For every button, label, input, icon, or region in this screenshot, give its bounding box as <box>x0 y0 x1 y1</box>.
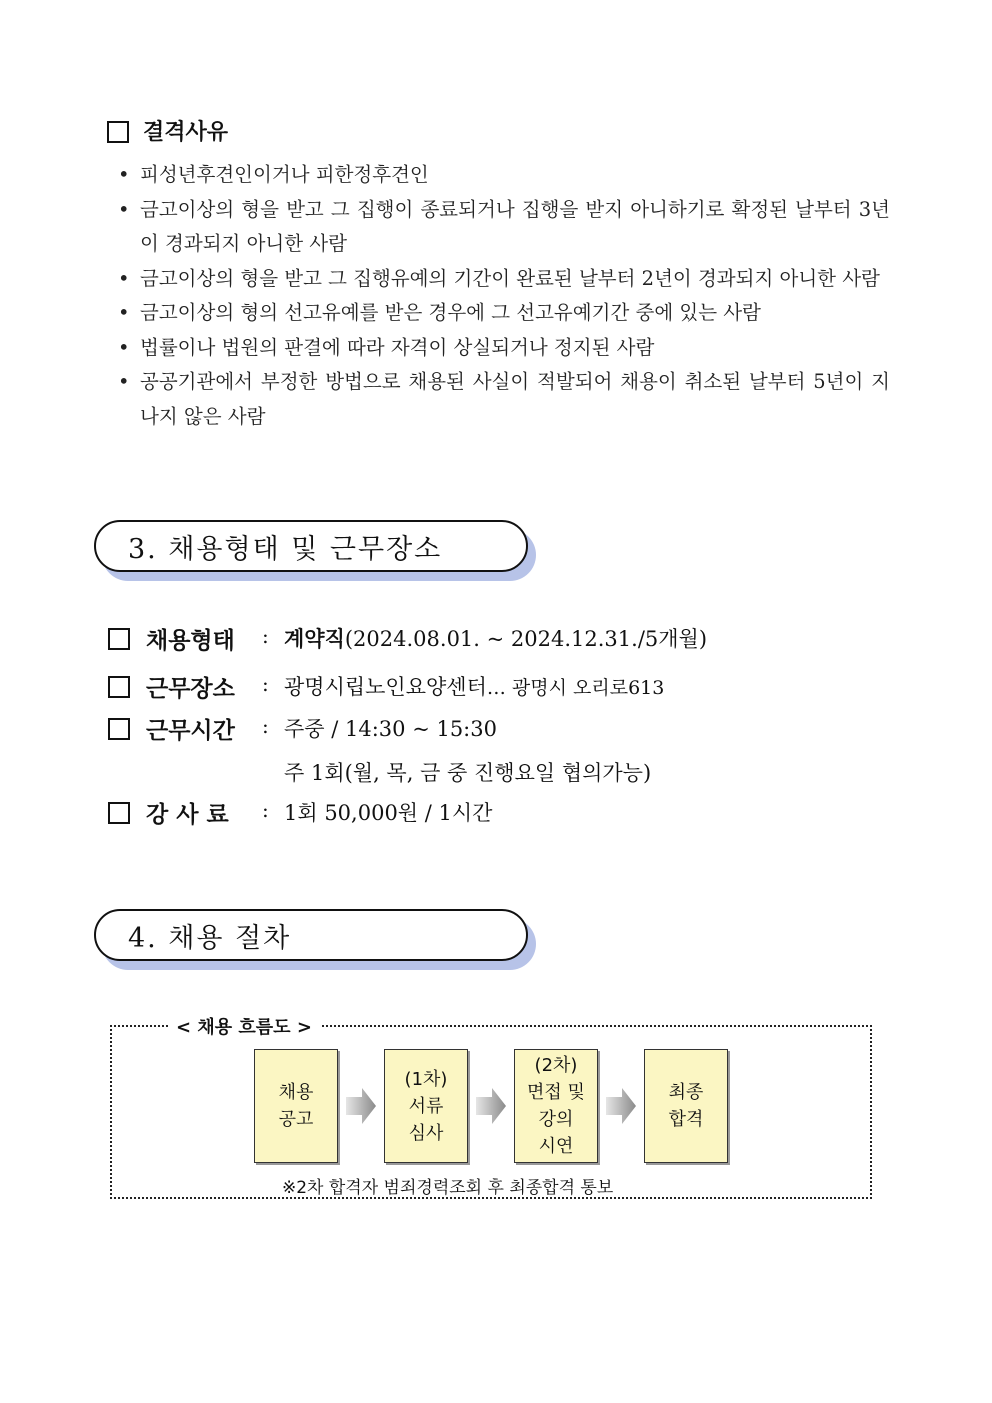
arrow-right-icon <box>606 1088 636 1124</box>
list-item: • 금고이상의 형을 받고 그 집행이 종료되거나 집행을 받지 아니하기로 확정된 날부터 3년이 경과되지 아니한 사람 <box>118 193 890 262</box>
section4-title: 4. 채용 절차 <box>128 923 292 954</box>
section3-banner <box>94 520 528 572</box>
flow-step-final-pass: 최종 합격 <box>644 1049 728 1163</box>
checkbox-icon <box>108 628 130 650</box>
bullet-icon: • <box>118 335 130 359</box>
colon: : <box>262 672 269 696</box>
section4-banner <box>94 909 528 961</box>
list-item: • 법률이나 법원의 판결에 따라 자격이 상실되거나 정지된 사람 <box>118 331 890 366</box>
flow-step-announcement: 채용 공고 <box>254 1049 338 1163</box>
checkbox-icon <box>108 802 130 824</box>
lecture-fee-value: 1회 50,000원 / 1시간 <box>284 801 493 825</box>
employment-type-label: 채용형태 <box>146 628 235 654</box>
checkbox-icon <box>108 676 130 698</box>
arrow-right-icon <box>476 1088 506 1124</box>
bullet-icon: • <box>118 301 130 324</box>
bullet-icon: • <box>118 197 130 221</box>
colon: : <box>262 624 269 648</box>
bullet-icon: • <box>118 370 130 393</box>
section3-title: 3. 채용형태 및 근무장소 <box>128 534 443 565</box>
flow-step-document-review: (1차) 서류 심사 <box>384 1049 468 1163</box>
list-item: • 피성년후견인이거나 피한정후견인 <box>118 158 890 193</box>
colon: : <box>262 714 269 738</box>
flow-note: ※2차 합격자 범죄경력조회 후 최종합격 통보 <box>282 1178 614 1198</box>
disqualification-title: 결격사유 <box>143 120 229 145</box>
bullet-icon: • <box>118 163 130 186</box>
list-item: • 공공기관에서 부정한 방법으로 채용된 사실이 적발되어 채용이 취소된 날부터 5년이 지나지 않은 사람 <box>118 365 890 434</box>
work-hours-value-2: 주 1회(월, 목, 금 중 진행요일 협의가능) <box>284 761 652 785</box>
list-item: • 금고이상의 형을 받고 그 집행유예의 기간이 완료된 날부터 2년이 경과되지 아니한 사람 <box>118 262 890 297</box>
lecture-fee-label: 강 사 료 <box>146 802 229 828</box>
flow-title: < 채용 흐름도 > <box>168 1013 320 1039</box>
flow-step-interview: (2차) 면접 및 강의 시연 <box>514 1049 598 1163</box>
disqualification-checkbox-icon <box>107 121 129 143</box>
work-hours-label: 근무시간 <box>146 718 235 744</box>
disqualification-list <box>118 158 890 434</box>
checkbox-icon <box>108 718 130 740</box>
arrow-right-icon <box>346 1088 376 1124</box>
colon: : <box>262 798 269 822</box>
work-place-label: 근무장소 <box>146 676 235 702</box>
work-place-value: 광명시립노인요양센터… 광명시 오리로613 <box>284 675 665 699</box>
employment-type-value: 계약직(2024.08.01. ~ 2024.12.31./5개월) <box>284 627 708 651</box>
bullet-icon: • <box>118 266 130 290</box>
work-hours-value: 주중 / 14:30 ~ 15:30 <box>284 717 497 741</box>
list-item: • 금고이상의 형의 선고유예를 받은 경우에 그 선고유예기간 중에 있는 사람 <box>118 296 890 331</box>
